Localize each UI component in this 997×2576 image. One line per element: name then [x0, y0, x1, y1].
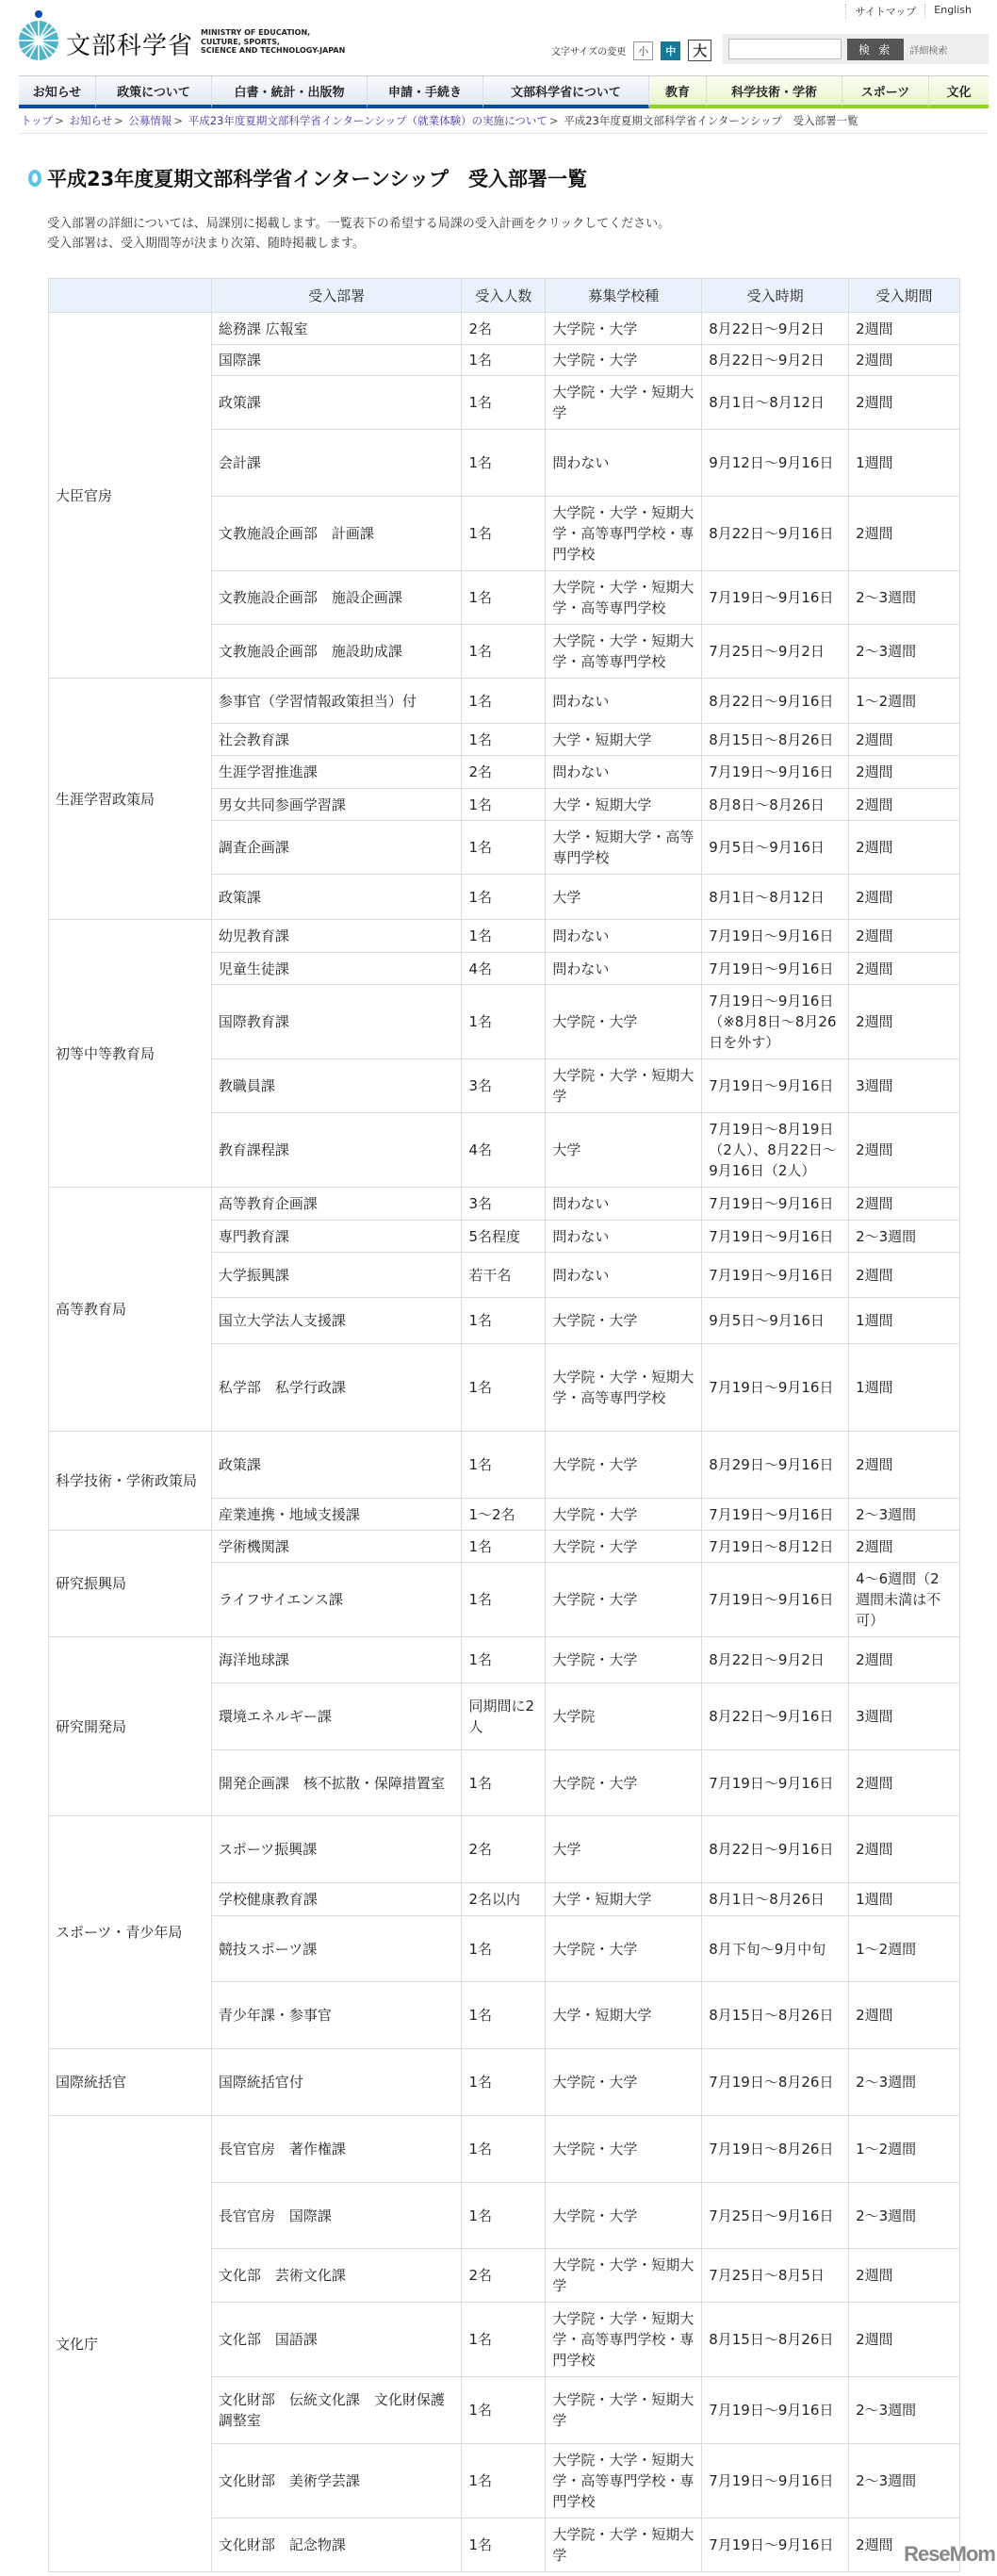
department-cell[interactable]: 専門教育課: [211, 1221, 462, 1253]
department-cell[interactable]: 大学振興課: [211, 1253, 462, 1298]
school-type-cell: 問わない: [546, 1188, 702, 1221]
table-row: [49, 920, 960, 953]
department-cell[interactable]: 総務課 広報室: [211, 313, 462, 345]
period-cell: 7月19日～9月16日: [702, 1253, 849, 1298]
duration-cell: 1～2週間: [849, 1916, 960, 1982]
period-cell: 7月19日～8月12日: [702, 1531, 849, 1563]
department-cell[interactable]: 会計課: [211, 430, 462, 497]
breadcrumb-news[interactable]: お知らせ: [69, 114, 113, 127]
nav-news[interactable]: お知らせ: [19, 76, 96, 108]
nav-science[interactable]: 科学技術・学術: [707, 76, 842, 108]
department-cell[interactable]: 高等教育企画課: [211, 1188, 462, 1221]
duration-cell: 2～3週間: [849, 2377, 960, 2444]
school-type-cell: 大学院・大学・短期大学: [546, 376, 702, 430]
school-type-cell: 大学院・大学・短期大学: [546, 2519, 702, 2572]
duration-cell: 1～2週間: [849, 679, 960, 724]
period-cell: 8月15日～8月26日: [702, 724, 849, 756]
bureau-cell: 文化庁: [49, 2116, 212, 2572]
count-cell: 1名: [462, 821, 546, 875]
period-cell: 7月19日～8月26日: [702, 2049, 849, 2116]
intro-line: 受入部署の詳細については、局課別に掲載します。一覧表下の希望する局課の受入計画をクリックしてください。: [47, 217, 671, 231]
count-cell: 1名: [462, 2519, 546, 2572]
count-cell: 1名: [462, 1637, 546, 1683]
nav-applications[interactable]: 申請・手続き: [368, 76, 483, 108]
department-cell[interactable]: 文化部 国語課: [211, 2303, 462, 2377]
count-cell: 1名: [462, 2049, 546, 2116]
duration-cell: 2週間: [849, 724, 960, 756]
duration-cell: 2週間: [849, 2519, 960, 2572]
period-cell: 8月1日～8月12日: [702, 376, 849, 430]
period-cell: 7月19日～9月16日: [702, 1750, 849, 1816]
header-period: 受入時期: [702, 279, 849, 313]
school-type-cell: 問わない: [546, 953, 702, 985]
count-cell: 1名: [462, 1344, 546, 1432]
count-cell: 1名: [462, 1432, 546, 1499]
bureau-cell: 研究開発局: [49, 1637, 212, 1816]
count-cell: 3名: [462, 1059, 546, 1113]
nav-policy[interactable]: 政策について: [96, 76, 212, 108]
period-cell: 7月19日～9月16日: [702, 2444, 849, 2519]
period-cell: 7月19日～9月16日: [702, 920, 849, 953]
period-cell: 7月19日～9月16日: [702, 1563, 849, 1637]
utility-links: [845, 4, 980, 19]
department-cell[interactable]: 参事官（学習情報政策担当）付: [211, 679, 462, 724]
duration-cell: 2週間: [849, 920, 960, 953]
period-cell: 7月19日～9月16日: [702, 1188, 849, 1221]
department-cell[interactable]: スポーツ振興課: [211, 1816, 462, 1883]
department-cell[interactable]: 青少年課・参事官: [211, 1982, 462, 2049]
school-type-cell: 大学: [546, 875, 702, 920]
period-cell: 8月22日～9月16日: [702, 1683, 849, 1750]
school-type-cell: 大学・短期大学: [546, 789, 702, 821]
department-cell[interactable]: 調査企画課: [211, 821, 462, 875]
period-cell: 8月15日～8月26日: [702, 1982, 849, 2049]
school-type-cell: 大学院・大学: [546, 2183, 702, 2249]
count-cell: 1名: [462, 1531, 546, 1563]
school-type-cell: 大学院・大学: [546, 1916, 702, 1982]
department-cell[interactable]: 海洋地球課: [211, 1637, 462, 1683]
font-size-medium-button[interactable]: 中: [661, 41, 680, 60]
page-title-text: 平成23年度夏期文部科学省インターンシップ 受入部署一覧: [47, 168, 588, 190]
search-area: [723, 34, 989, 64]
department-cell[interactable]: 教職員課: [211, 1059, 462, 1113]
department-cell[interactable]: 文化財部 記念物課: [211, 2519, 462, 2572]
search-button[interactable]: 検 索: [847, 39, 904, 60]
duration-cell: 2週間: [849, 953, 960, 985]
duration-cell: 2～3週間: [849, 2183, 960, 2249]
department-cell[interactable]: 競技スポーツ課: [211, 1916, 462, 1982]
table-row: [49, 679, 960, 724]
header-duration: 受入期間: [849, 279, 960, 313]
department-cell[interactable]: 産業連携・地域支援課: [211, 1499, 462, 1531]
period-cell: 7月19日～9月16日: [702, 2377, 849, 2444]
count-cell: 1名: [462, 430, 546, 497]
count-cell: 1名: [462, 2116, 546, 2183]
duration-cell: 2週間: [849, 789, 960, 821]
department-cell[interactable]: 教育課程課: [211, 1113, 462, 1188]
school-type-cell: 大学院・大学・短期大学・高等専門学校: [546, 625, 702, 679]
department-cell[interactable]: 児童生徒課: [211, 953, 462, 985]
school-type-cell: 大学院・大学・短期大学・高等専門学校・専門学校: [546, 497, 702, 571]
duration-cell: 2～3週間: [849, 1499, 960, 1531]
duration-cell: 3週間: [849, 1683, 960, 1750]
period-cell: 7月25日～8月5日: [702, 2249, 849, 2303]
duration-cell: 2週間: [849, 1531, 960, 1563]
table-row: [49, 1432, 960, 1499]
table-row: [49, 2116, 960, 2183]
duration-cell: 2週間: [849, 875, 960, 920]
departments-table: [48, 278, 960, 2572]
logo-en-line: MINISTRY OF EDUCATION,: [201, 28, 311, 37]
duration-cell: 2～3週間: [849, 571, 960, 625]
period-cell: 7月19日～9月16日: [702, 953, 849, 985]
count-cell: 5名程度: [462, 1221, 546, 1253]
school-type-cell: 問わない: [546, 430, 702, 497]
duration-cell: 2週間: [849, 1816, 960, 1883]
department-cell[interactable]: 生涯学習推進課: [211, 756, 462, 789]
nav-about[interactable]: 文部科学省について: [483, 76, 649, 108]
bureau-cell: 大臣官房: [49, 313, 212, 679]
duration-cell: 1～2週間: [849, 2116, 960, 2183]
department-cell[interactable]: 男女共同参画学習課: [211, 789, 462, 821]
department-cell[interactable]: 文化財部 美術学芸課: [211, 2444, 462, 2519]
table-row: [49, 1816, 960, 1883]
school-type-cell: 大学院・大学・短期大学・高等専門学校・専門学校: [546, 2444, 702, 2519]
duration-cell: 2週間: [849, 313, 960, 345]
duration-cell: 1週間: [849, 1298, 960, 1344]
department-cell[interactable]: 長官官房 国際課: [211, 2183, 462, 2249]
duration-cell: 2週間: [849, 756, 960, 789]
logo-text[interactable]: 文部科学省: [66, 32, 194, 60]
period-cell: 7月19日～9月16日: [702, 2519, 849, 2572]
department-cell[interactable]: 国際教育課: [211, 985, 462, 1059]
duration-cell: 2週間: [849, 2249, 960, 2303]
school-type-cell: 大学院・大学: [546, 985, 702, 1059]
period-cell: 8月下旬～9月中旬: [702, 1916, 849, 1982]
period-cell: 7月19日～9月16日: [702, 571, 849, 625]
count-cell: 1名: [462, 1982, 546, 2049]
period-cell: 7月19日～9月16日: [702, 1499, 849, 1531]
school-type-cell: 大学・短期大学: [546, 724, 702, 756]
period-cell: 9月12日～9月16日: [702, 430, 849, 497]
department-cell[interactable]: 政策課: [211, 1432, 462, 1499]
breadcrumb-current: 平成23年度夏期文部科学省インターンシップ 受入部署一覧: [564, 114, 858, 127]
duration-cell: 2週間: [849, 1253, 960, 1298]
duration-cell: 2～3週間: [849, 625, 960, 679]
school-type-cell: 問わない: [546, 679, 702, 724]
count-cell: 1名: [462, 2183, 546, 2249]
breadcrumb-top[interactable]: トップ: [21, 114, 54, 127]
school-type-cell: 大学院・大学: [546, 1637, 702, 1683]
duration-cell: 1週間: [849, 1344, 960, 1432]
department-cell[interactable]: 学校健康教育課: [211, 1883, 462, 1916]
count-cell: 1名: [462, 376, 546, 430]
period-cell: 8月22日～9月16日: [702, 497, 849, 571]
header-bureau: [49, 279, 212, 313]
table-header-row: [49, 279, 960, 313]
department-cell[interactable]: ライフサイエンス課: [211, 1563, 462, 1637]
department-cell[interactable]: 開発企画課 核不拡散・保障措置室: [211, 1750, 462, 1816]
department-cell[interactable]: 国際統括官付: [211, 2049, 462, 2116]
count-cell: 1名: [462, 985, 546, 1059]
table-row: [49, 1188, 960, 1221]
header-department: 受入部署: [211, 279, 462, 313]
school-type-cell: 大学院・大学: [546, 1750, 702, 1816]
duration-cell: 2週間: [849, 1637, 960, 1683]
period-cell: 8月22日～9月2日: [702, 313, 849, 345]
intro-text: [47, 214, 670, 254]
period-cell: 9月5日～9月16日: [702, 821, 849, 875]
count-cell: 2名以内: [462, 1883, 546, 1916]
nav-publications[interactable]: 白書・統計・出版物: [212, 76, 368, 108]
count-cell: 2名: [462, 756, 546, 789]
count-cell: 1名: [462, 571, 546, 625]
school-type-cell: 大学・短期大学: [546, 1982, 702, 2049]
duration-cell: 2～3週間: [849, 2049, 960, 2116]
period-cell: 7月25日～9月2日: [702, 625, 849, 679]
department-cell[interactable]: 環境エネルギー課: [211, 1683, 462, 1750]
duration-cell: 2週間: [849, 1188, 960, 1221]
period-cell: 7月19日～9月16日（※8月8日～8月26日を外す）: [702, 985, 849, 1059]
department-cell[interactable]: 国立大学法人支援課: [211, 1298, 462, 1344]
table-row: [49, 1531, 960, 1563]
period-cell: 8月29日～9月16日: [702, 1432, 849, 1499]
bureau-cell: 科学技術・学術政策局: [49, 1432, 212, 1531]
school-type-cell: 大学院・大学: [546, 1563, 702, 1637]
count-cell: 1名: [462, 679, 546, 724]
english-link[interactable]: English: [924, 4, 980, 19]
department-cell[interactable]: 政策課: [211, 875, 462, 920]
count-cell: 4名: [462, 953, 546, 985]
period-cell: 7月25日～9月16日: [702, 2183, 849, 2249]
sitemap-link[interactable]: サイトマップ: [845, 4, 924, 19]
count-cell: 1名: [462, 2444, 546, 2519]
period-cell: 8月22日～9月2日: [702, 345, 849, 376]
bureau-cell: 研究振興局: [49, 1531, 212, 1637]
school-type-cell: 大学・短期大学・高等専門学校: [546, 821, 702, 875]
period-cell: 9月5日～9月16日: [702, 1298, 849, 1344]
school-type-cell: 大学院・大学: [546, 2049, 702, 2116]
school-type-cell: 問わない: [546, 1221, 702, 1253]
department-cell[interactable]: 政策課: [211, 376, 462, 430]
school-type-cell: 大学院・大学: [546, 2116, 702, 2183]
count-cell: 2名: [462, 313, 546, 345]
period-cell: 7月19日～9月16日: [702, 1221, 849, 1253]
duration-cell: 2週間: [849, 985, 960, 1059]
department-cell[interactable]: 長官官房 著作権課: [211, 2116, 462, 2183]
duration-cell: 2週間: [849, 1113, 960, 1188]
count-cell: 1名: [462, 1916, 546, 1982]
count-cell: 1名: [462, 497, 546, 571]
count-cell: 1名: [462, 875, 546, 920]
school-type-cell: 問わない: [546, 920, 702, 953]
global-nav: [19, 75, 989, 107]
count-cell: 1名: [462, 625, 546, 679]
school-type-cell: 大学院・大学・短期大学: [546, 2249, 702, 2303]
department-cell[interactable]: 文化財部 伝統文化課 文化財保護調整室: [211, 2377, 462, 2444]
duration-cell: 2週間: [849, 497, 960, 571]
period-cell: 7月19日～9月16日: [702, 1344, 849, 1432]
department-cell[interactable]: 学術機関課: [211, 1531, 462, 1563]
count-cell: 1名: [462, 920, 546, 953]
department-cell[interactable]: 文教施設企画部 計画課: [211, 497, 462, 571]
table-row: [49, 2049, 960, 2116]
table-row: [49, 313, 960, 345]
count-cell: 若干名: [462, 1253, 546, 1298]
period-cell: 8月22日～9月16日: [702, 679, 849, 724]
circle-bullet-icon: [28, 170, 41, 187]
school-type-cell: 大学院・大学・短期大学・高等専門学校: [546, 1344, 702, 1432]
department-cell[interactable]: 幼児教育課: [211, 920, 462, 953]
school-type-cell: 大学: [546, 1113, 702, 1188]
school-type-cell: 大学院・大学・短期大学: [546, 2377, 702, 2444]
period-cell: 7月19日～9月16日: [702, 1059, 849, 1113]
school-type-cell: 大学: [546, 1816, 702, 1883]
period-cell: 8月22日～9月16日: [702, 1816, 849, 1883]
watermark-logo: ReseMom: [904, 2542, 995, 2566]
school-type-cell: 大学院・大学: [546, 1298, 702, 1344]
nav-culture[interactable]: 文化: [929, 76, 989, 108]
nav-education[interactable]: 教育: [649, 76, 707, 108]
duration-cell: 2～3週間: [849, 2444, 960, 2519]
count-cell: 1名: [462, 789, 546, 821]
school-type-cell: 大学院・大学・短期大学・高等専門学校: [546, 571, 702, 625]
duration-cell: 2週間: [849, 376, 960, 430]
page-title: [28, 164, 587, 192]
duration-cell: 3週間: [849, 1059, 960, 1113]
duration-cell: 2週間: [849, 1432, 960, 1499]
duration-cell: 1週間: [849, 1883, 960, 1916]
header-count: 受入人数: [462, 279, 546, 313]
duration-cell: 2～3週間: [849, 1221, 960, 1253]
school-type-cell: 大学院・大学: [546, 1531, 702, 1563]
school-type-cell: 大学院・大学・短期大学・高等専門学校・専門学校: [546, 2303, 702, 2377]
logo-en-line: SCIENCE AND TECHNOLOGY-JAPAN: [201, 46, 346, 55]
duration-cell: 2週間: [849, 2303, 960, 2377]
table-row: [49, 1637, 960, 1683]
count-cell: 2名: [462, 1816, 546, 1883]
count-cell: 1名: [462, 1563, 546, 1637]
breadcrumb-recruitment[interactable]: 公募情報: [128, 114, 172, 127]
bureau-cell: 国際統括官: [49, 2049, 212, 2116]
count-cell: 1名: [462, 1750, 546, 1816]
period-cell: 8月1日～8月12日: [702, 875, 849, 920]
font-size-label: 文字サイズの変更: [551, 47, 627, 57]
header-school-type: 募集学校種: [546, 279, 702, 313]
search-input[interactable]: [728, 39, 842, 59]
school-type-cell: 大学院・大学・短期大学: [546, 1059, 702, 1113]
bureau-cell: 初等中等教育局: [49, 920, 212, 1188]
ministry-logo-icon[interactable]: [19, 9, 60, 62]
bureau-cell: 高等教育局: [49, 1188, 212, 1432]
school-type-cell: 大学院・大学: [546, 313, 702, 345]
school-type-cell: 問わない: [546, 1253, 702, 1298]
count-cell: 1名: [462, 2377, 546, 2444]
count-cell: 3名: [462, 1188, 546, 1221]
count-cell: 1名: [462, 2303, 546, 2377]
count-cell: 1名: [462, 345, 546, 376]
department-cell[interactable]: 社会教育課: [211, 724, 462, 756]
logo-english-text: [201, 28, 345, 56]
department-cell[interactable]: 私学部 私学行政課: [211, 1344, 462, 1432]
advanced-search-link[interactable]: 詳細検索: [909, 45, 948, 57]
period-cell: 8月15日～8月26日: [702, 2303, 849, 2377]
bureau-cell: スポーツ・青少年局: [49, 1816, 212, 2049]
duration-cell: 2週間: [849, 1750, 960, 1816]
breadcrumb: トップ > お知らせ > 公募情報 > 平成23年度夏期文部科学省インターンシップ（就業体験）の実施について > 平成23年度夏期文部科学省インターンシップ 受入部署一覧: [21, 114, 858, 127]
count-cell: 1～2名: [462, 1499, 546, 1531]
school-type-cell: 大学院: [546, 1683, 702, 1750]
nav-sports[interactable]: スポーツ: [842, 76, 929, 108]
intro-line: 受入部署は、受入期間等が決まり次第、随時掲載します。: [47, 237, 365, 251]
school-type-cell: 問わない: [546, 756, 702, 789]
department-cell[interactable]: 文教施設企画部 施設助成課: [211, 625, 462, 679]
divider: [19, 133, 989, 134]
department-cell[interactable]: 国際課: [211, 345, 462, 376]
period-cell: 7月19日～8月19日（2人）、8月22日～9月16日（2人）: [702, 1113, 849, 1188]
duration-cell: 2週間: [849, 1982, 960, 2049]
school-type-cell: 大学院・大学: [546, 345, 702, 376]
period-cell: 7月19日～8月26日: [702, 2116, 849, 2183]
font-size-small-button[interactable]: 小: [633, 41, 653, 60]
school-type-cell: 大学院・大学: [546, 1432, 702, 1499]
font-size-switcher: [551, 40, 711, 61]
count-cell: 1名: [462, 724, 546, 756]
duration-cell: 2週間: [849, 821, 960, 875]
period-cell: 8月22日～9月2日: [702, 1637, 849, 1683]
school-type-cell: 大学院・大学: [546, 1499, 702, 1531]
logo-en-line: CULTURE, SPORTS,: [201, 37, 281, 46]
department-cell[interactable]: 文教施設企画部 施設企画課: [211, 571, 462, 625]
font-size-large-button[interactable]: 大: [688, 40, 711, 61]
count-cell: 1名: [462, 1298, 546, 1344]
duration-cell: 2週間: [849, 345, 960, 376]
period-cell: 8月8日～8月26日: [702, 789, 849, 821]
period-cell: 8月1日～8月26日: [702, 1883, 849, 1916]
department-cell[interactable]: 文化部 芸術文化課: [211, 2249, 462, 2303]
count-cell: 同期間に2人: [462, 1683, 546, 1750]
period-cell: 7月19日～9月16日: [702, 756, 849, 789]
count-cell: 4名: [462, 1113, 546, 1188]
duration-cell: 4～6週間（2週間未満は不可）: [849, 1563, 960, 1637]
breadcrumb-internship[interactable]: 平成23年度夏期文部科学省インターンシップ（就業体験）の実施について: [188, 114, 548, 127]
bureau-cell: 生涯学習政策局: [49, 679, 212, 920]
count-cell: 2名: [462, 2249, 546, 2303]
school-type-cell: 大学・短期大学: [546, 1883, 702, 1916]
duration-cell: 1週間: [849, 430, 960, 497]
